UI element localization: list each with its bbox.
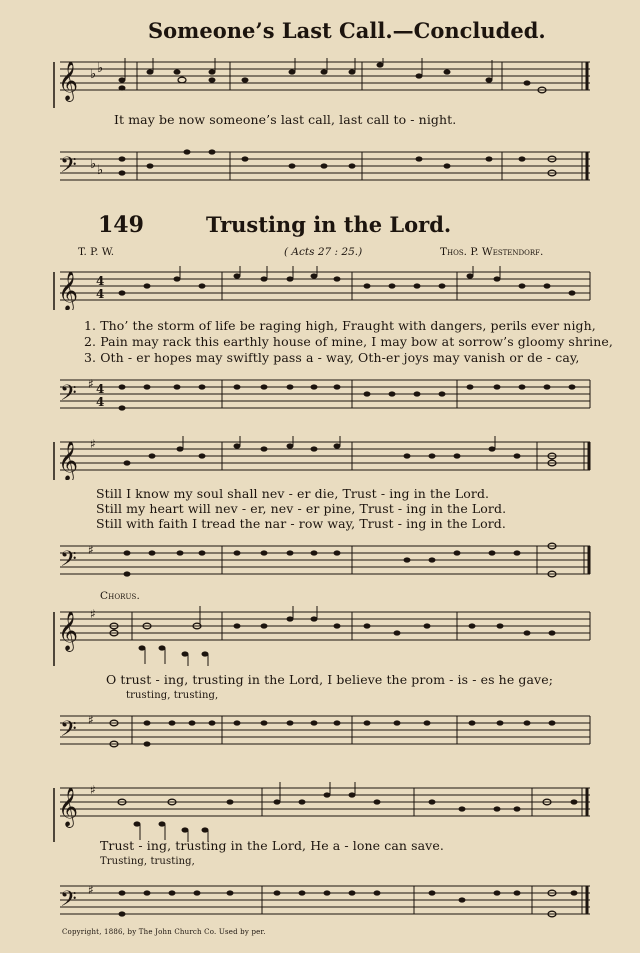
hymn-title: Trusting in the Lord. — [206, 212, 452, 237]
svg-text:♯: ♯ — [88, 543, 94, 557]
svg-text:𝄢: 𝄢 — [60, 547, 77, 577]
system1-bass-staff — [52, 374, 594, 418]
svg-text:♭: ♭ — [97, 163, 104, 178]
svg-text:♯: ♯ — [90, 607, 96, 621]
chorus-line2-bass-words: Trusting, trusting, — [100, 856, 195, 867]
system1-verse2: 2. Pain may rack this earthly house of mine, I may bow at sorrow’s gloomy shrine, — [84, 334, 613, 349]
svg-text:𝄞: 𝄞 — [58, 271, 79, 310]
system4-bass-staff — [52, 880, 594, 924]
system3-treble-staff — [52, 606, 594, 666]
svg-text:𝄢: 𝄢 — [60, 381, 77, 411]
chorus-label: Chorus. — [100, 590, 140, 602]
svg-text:𝄢: 𝄢 — [60, 717, 77, 747]
svg-text:𝄢: 𝄢 — [60, 153, 77, 183]
chorus-line1-bass-words: trusting, trusting, — [126, 690, 219, 701]
system2-treble-staff — [52, 436, 594, 480]
top-bass-staff — [52, 146, 594, 190]
hymn-number: 149 — [98, 212, 144, 238]
system4-treble-staff — [52, 782, 594, 842]
hymn-composer: Thos. P. Westendorf. — [440, 246, 544, 258]
svg-text:4: 4 — [96, 274, 105, 288]
system3-bass-staff — [52, 710, 594, 754]
svg-text:𝄞: 𝄞 — [58, 441, 79, 480]
svg-text:♭: ♭ — [97, 61, 104, 76]
chorus-line2: Trust - ing, trusting in the Lord, He a - lone can save. — [100, 838, 444, 853]
top-treble-staff — [52, 58, 594, 108]
system2-verse1: Still I know my soul shall nev - er die, Trust - ing in the Lord. — [96, 486, 490, 501]
svg-text:♭: ♭ — [90, 157, 97, 172]
svg-text:♯: ♯ — [88, 883, 94, 897]
top-lyric: It may be now someone’s last call, last call to - night. — [114, 112, 457, 127]
system2-bass-staff — [52, 540, 594, 584]
svg-text:♯: ♯ — [88, 377, 94, 391]
svg-text:♯: ♯ — [88, 713, 94, 727]
system1-treble-staff — [52, 266, 594, 310]
copyright-notice: Copyright, 1886, by The John Church Co. Used by per. — [62, 928, 266, 936]
hymn-scripture: ( Acts 27 : 25.) — [284, 246, 363, 258]
system1-verse3: 3. Oth - er hopes may swiftly pass a - way, Oth-er joys may vanish or de - cay, — [84, 350, 580, 365]
svg-text:𝄞: 𝄞 — [58, 61, 79, 101]
system2-verse3: Still with faith I tread the nar - row way, Trust - ing in the Lord. — [96, 516, 506, 531]
system2-verse2: Still my heart will nev - er, nev - er pine, Trust - ing in the Lord. — [96, 501, 507, 516]
svg-text:4: 4 — [96, 395, 105, 409]
svg-text:♭: ♭ — [90, 67, 97, 82]
svg-text:𝄞: 𝄞 — [58, 611, 79, 651]
section-title: Someone’s Last Call.—Concluded. — [148, 18, 546, 43]
system1-verse1: 1. Tho’ the storm of life be raging high, Fraught with dangers, perils ever nigh, — [84, 318, 596, 333]
chorus-line1: O trust - ing, trusting in the Lord, I believe the prom - is - es he gave; — [106, 672, 554, 687]
svg-text:𝄞: 𝄞 — [58, 787, 79, 827]
svg-text:4: 4 — [96, 382, 105, 396]
svg-text:♯: ♯ — [90, 437, 96, 451]
svg-text:4: 4 — [96, 287, 105, 301]
svg-text:𝄢: 𝄢 — [60, 887, 77, 917]
hymn-author: T. P. W. — [78, 246, 115, 258]
svg-text:♯: ♯ — [90, 783, 96, 797]
